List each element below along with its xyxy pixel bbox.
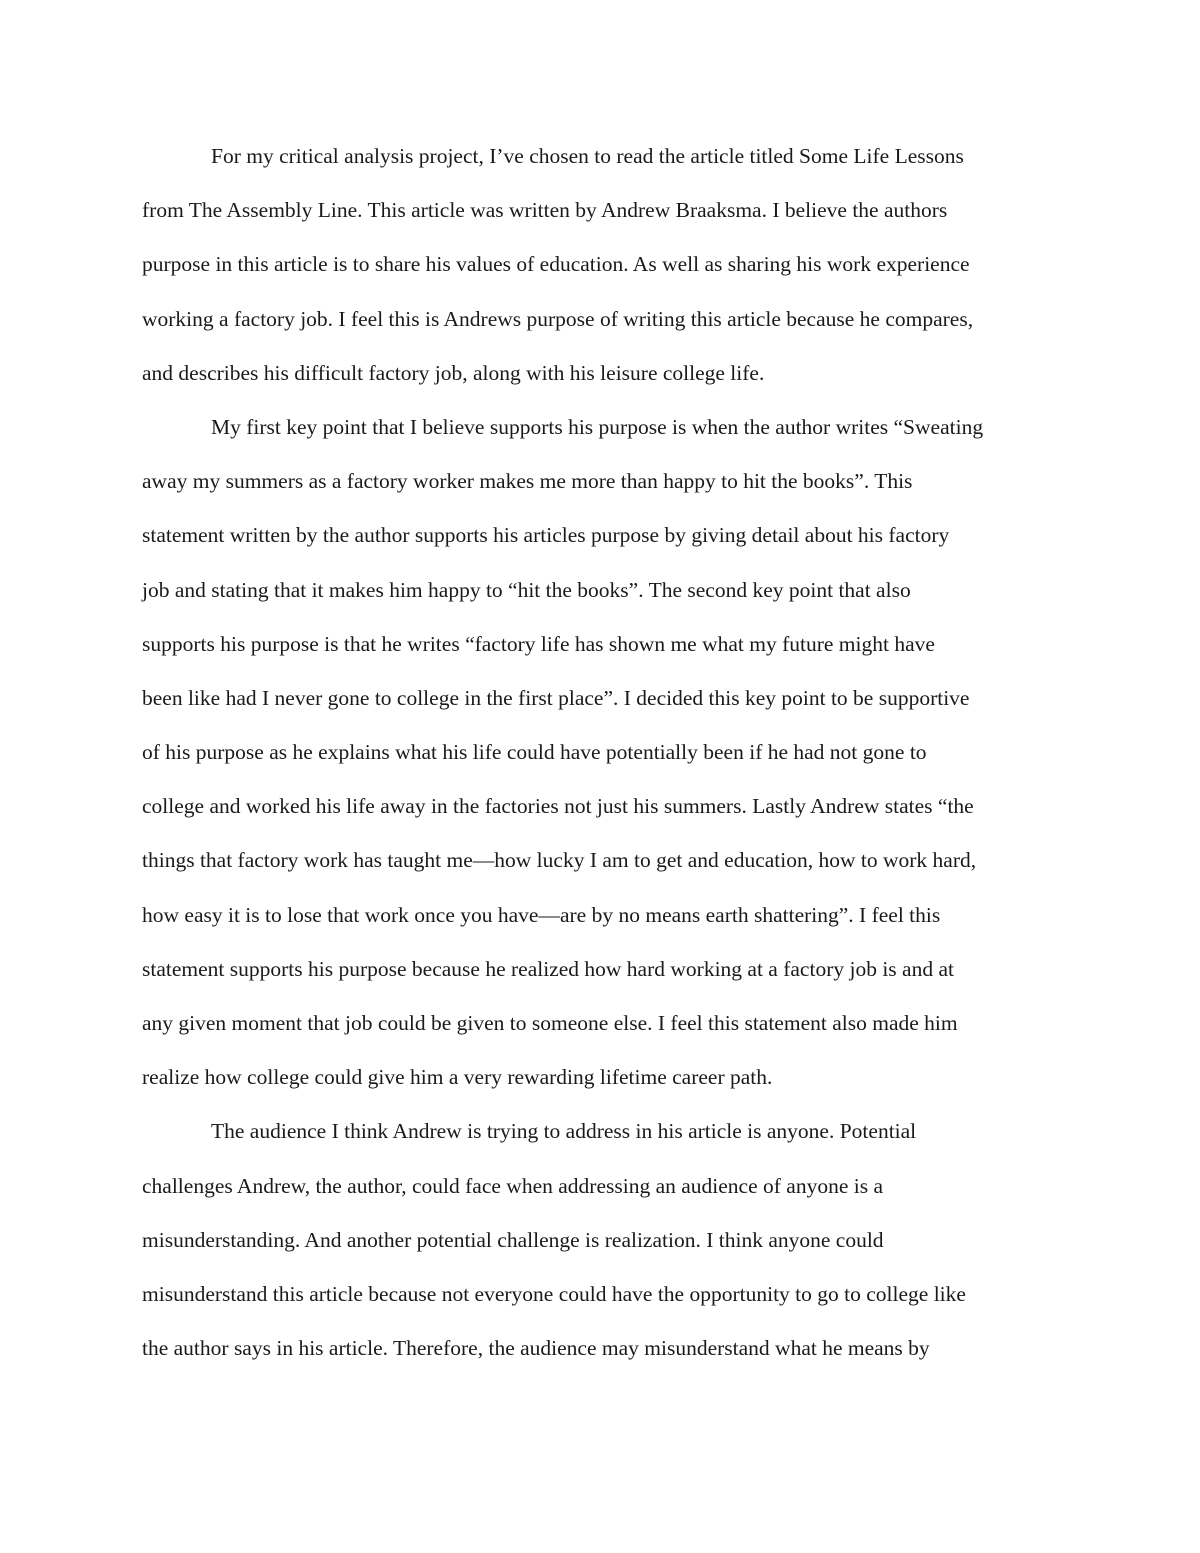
text-line: statement written by the author supports his articles purpose by giving detail about his factory — [142, 523, 950, 548]
text-line: and describes his difficult factory job, along with his leisure college life. — [142, 360, 765, 385]
text-line: For my critical analysis project, I’ve chosen to read the article titled Some Life Lessons — [211, 144, 964, 168]
text-line: how easy it is to lose that work once you have—are by no means earth shattering”. I feel this — [142, 902, 941, 927]
text-line: college and worked his life away in the factories not just his summers. Lastly Andrew states “the — [142, 794, 974, 819]
text-line: of his purpose as he explains what his life could have potentially been if he had not gone to — [142, 740, 927, 765]
document-body — [142, 129, 1058, 1375]
text-line: misunderstand this article because not everyone could have the opportunity to go to college like — [142, 1281, 966, 1306]
text-line: misunderstanding. And another potential challenge is realization. I think anyone could — [142, 1227, 884, 1252]
text-line: been like had I never gone to college in the first place”. I decided this key point to be supportive — [142, 685, 970, 710]
text-line: working a factory job. I feel this is Andrews purpose of writing this article because he compares, — [142, 306, 974, 331]
text-line: job and stating that it makes him happy to “hit the books”. The second key point that also — [142, 577, 911, 602]
text-line: the author says in his article. Therefore, the audience may misunderstand what he means by — [142, 1336, 930, 1361]
text-line: My first key point that I believe supports his purpose is when the author writes “Sweating — [211, 414, 984, 439]
text-line: supports his purpose is that he writes “factory life has shown me what my future might have — [142, 631, 935, 656]
text-line: statement supports his purpose because he realized how hard working at a factory job is and at — [142, 956, 954, 981]
text-line: purpose in this article is to share his values of education. As well as sharing his work experience — [142, 252, 970, 277]
text-line: The audience I think Andrew is trying to address in his article is anyone. Potential — [211, 1119, 917, 1144]
text-line: any given moment that job could be given to someone else. I feel this statement also made him — [142, 1011, 958, 1035]
text-line: realize how college could give him a very rewarding lifetime career path. — [142, 1065, 773, 1090]
text-line: things that factory work has taught me—how lucky I am to get and education, how to work hard, — [142, 848, 977, 873]
text-line: away my summers as a factory worker makes me more than happy to hit the books”. This — [142, 469, 913, 494]
text-line: from The Assembly Line. This article was written by Andrew Braaksma. I believe the authors — [142, 198, 948, 223]
text-line: challenges Andrew, the author, could face when addressing an audience of anyone is a — [142, 1173, 884, 1198]
